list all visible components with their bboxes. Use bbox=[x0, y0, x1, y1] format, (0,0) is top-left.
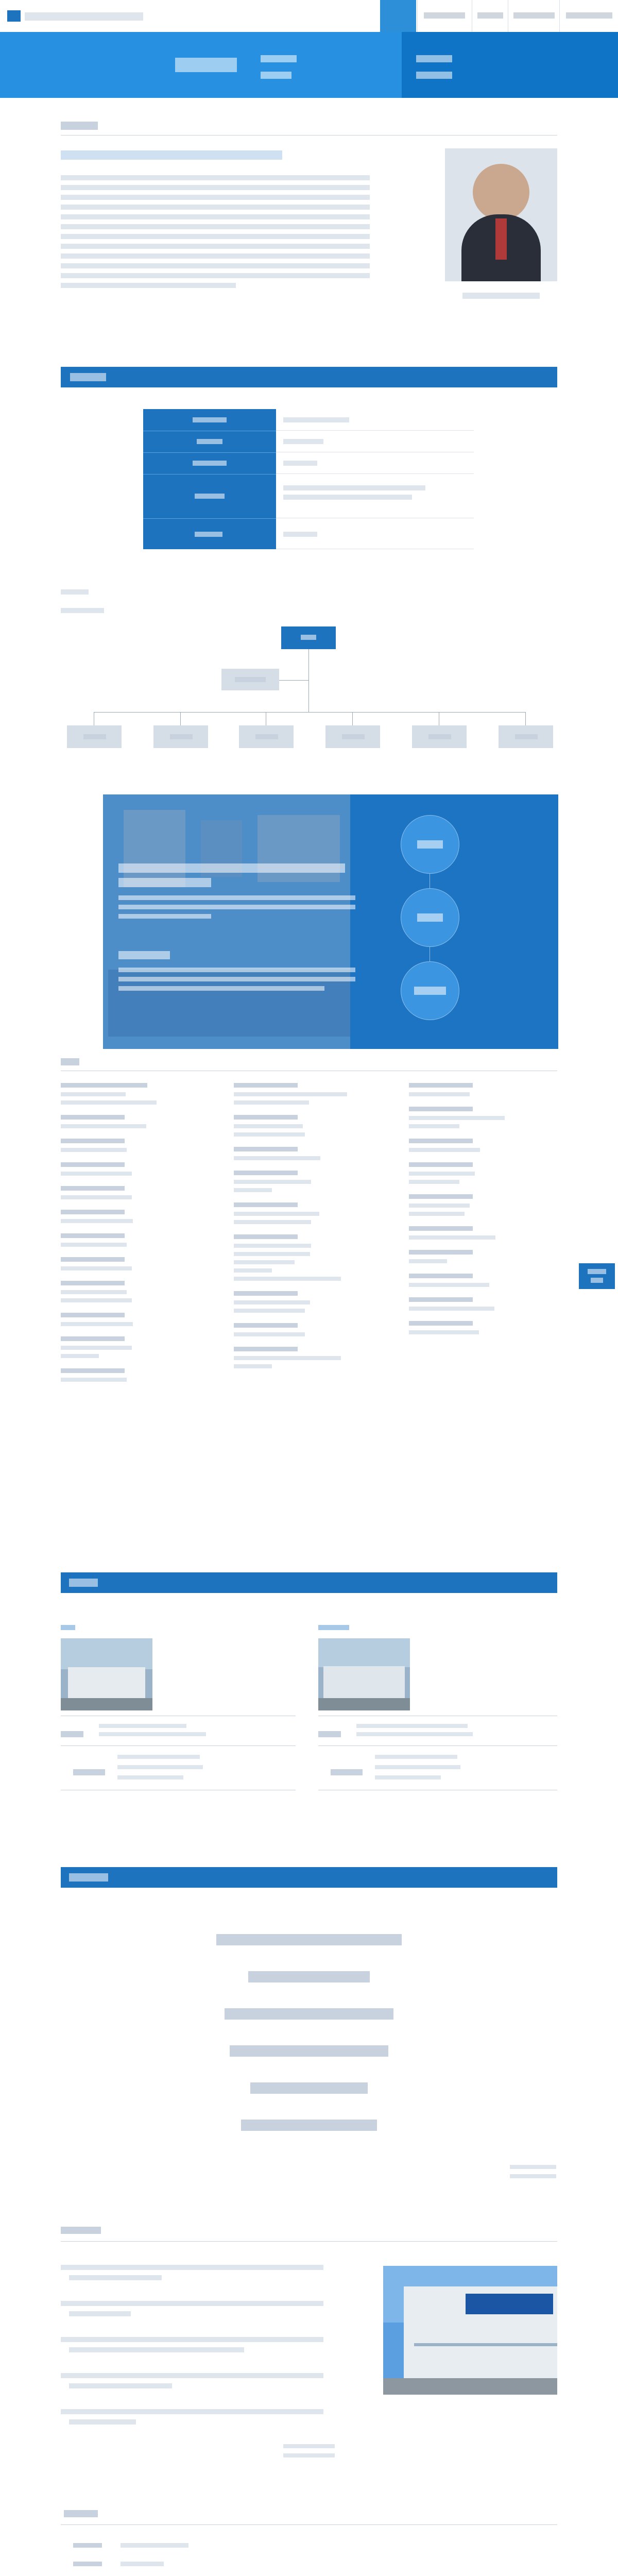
logo-icon[interactable] bbox=[7, 10, 21, 22]
site-header bbox=[0, 0, 618, 32]
org-box-department bbox=[153, 725, 208, 748]
office-card bbox=[318, 1623, 557, 1808]
iso-table bbox=[61, 2542, 557, 2576]
history-column bbox=[409, 1083, 557, 1464]
nav-item-recruit[interactable] bbox=[472, 0, 508, 32]
guideline-item bbox=[61, 2265, 339, 2289]
offices-heading-bar bbox=[61, 1572, 557, 1593]
subnav-history[interactable] bbox=[261, 70, 353, 80]
guideline-item bbox=[61, 2409, 339, 2433]
org-box-department bbox=[67, 725, 122, 748]
nav-item-students[interactable] bbox=[508, 0, 559, 32]
subnav-environment[interactable] bbox=[416, 70, 509, 80]
guideline-item bbox=[61, 2301, 339, 2325]
iso-section bbox=[61, 2509, 557, 2576]
org-box-department bbox=[239, 725, 294, 748]
overview-heading-bar bbox=[61, 367, 557, 387]
banner-photo bbox=[103, 794, 391, 1049]
overview-row bbox=[143, 474, 474, 518]
org-box-department bbox=[499, 725, 553, 748]
org-box-top bbox=[281, 626, 336, 649]
history-section bbox=[61, 1057, 557, 1531]
overview-row bbox=[143, 518, 474, 549]
nav-item-business[interactable] bbox=[417, 0, 472, 32]
environment-heading-bar bbox=[61, 1867, 557, 1888]
office-card bbox=[61, 1623, 296, 1808]
history-column bbox=[234, 1083, 388, 1464]
greeting-section bbox=[61, 120, 557, 315]
history-column bbox=[61, 1083, 215, 1464]
office-photo bbox=[61, 1638, 152, 1710]
subnav-overview[interactable] bbox=[416, 54, 509, 64]
history-banner bbox=[103, 794, 558, 1049]
overview-row bbox=[143, 431, 474, 452]
overview-row bbox=[143, 452, 474, 474]
org-box-department bbox=[325, 725, 380, 748]
overview-table bbox=[143, 409, 474, 549]
nav-item-company[interactable] bbox=[380, 0, 416, 32]
guideline-item bbox=[61, 2337, 339, 2361]
president-photo bbox=[445, 148, 557, 281]
office-photo bbox=[318, 1638, 410, 1710]
nav-item-contact[interactable] bbox=[559, 0, 618, 32]
subnav-greeting[interactable] bbox=[261, 54, 353, 64]
guideline-item bbox=[61, 2373, 339, 2397]
org-box-staff bbox=[221, 669, 279, 690]
environment-guidelines bbox=[61, 2226, 557, 2452]
overview-row bbox=[143, 409, 474, 431]
org-box-department bbox=[412, 725, 467, 748]
environment-policy bbox=[154, 1932, 464, 2138]
org-chart bbox=[61, 587, 557, 752]
page-top-button[interactable] bbox=[579, 1263, 615, 1289]
factory-photo bbox=[383, 2266, 557, 2395]
page-title-band bbox=[0, 32, 618, 98]
